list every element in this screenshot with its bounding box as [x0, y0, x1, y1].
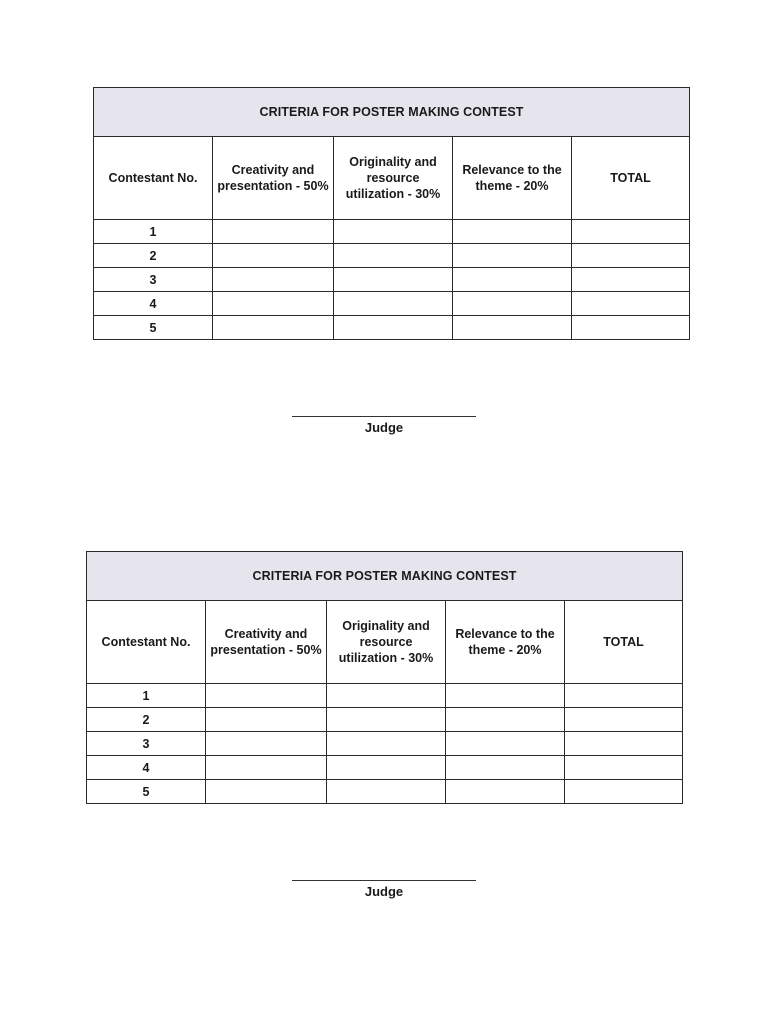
contestant-number: 3 [87, 732, 206, 756]
score-cell-total[interactable] [565, 708, 683, 732]
header-total: TOTAL [565, 601, 683, 684]
table-row [87, 780, 683, 804]
criteria-table [93, 87, 690, 340]
score-cell-creativity[interactable] [213, 268, 334, 292]
score-cell-originality[interactable] [334, 244, 453, 268]
table-title: CRITERIA FOR POSTER MAKING CONTEST [94, 88, 690, 137]
table-row [94, 244, 690, 268]
score-cell-creativity[interactable] [206, 732, 327, 756]
score-cell-total[interactable] [565, 756, 683, 780]
score-cell-relevance[interactable] [453, 244, 572, 268]
score-cell-total[interactable] [565, 732, 683, 756]
score-cell-originality[interactable] [327, 684, 446, 708]
table-row [87, 684, 683, 708]
header-relevance: Relevance to the theme - 20% [446, 601, 565, 684]
header-originality: Originality and resource utilization - 30% [327, 601, 446, 684]
table-row [94, 292, 690, 316]
contestant-number: 3 [94, 268, 213, 292]
score-cell-creativity[interactable] [213, 220, 334, 244]
score-cell-relevance[interactable] [446, 732, 565, 756]
table-row [94, 268, 690, 292]
score-cell-originality[interactable] [334, 220, 453, 244]
score-cell-relevance[interactable] [453, 292, 572, 316]
score-cell-originality[interactable] [327, 780, 446, 804]
signature-line[interactable] [292, 868, 476, 881]
table-row [94, 316, 690, 340]
contestant-number: 4 [94, 292, 213, 316]
score-cell-total[interactable] [572, 316, 690, 340]
score-cell-relevance[interactable] [453, 268, 572, 292]
contestant-number: 5 [94, 316, 213, 340]
contestant-number: 1 [87, 684, 206, 708]
score-cell-originality[interactable] [327, 708, 446, 732]
header-contestant-no: Contestant No. [94, 137, 213, 220]
score-cell-originality[interactable] [327, 732, 446, 756]
header-total: TOTAL [572, 137, 690, 220]
score-cell-creativity[interactable] [213, 292, 334, 316]
contestant-number: 5 [87, 780, 206, 804]
contestant-number: 4 [87, 756, 206, 780]
score-cell-relevance[interactable] [446, 780, 565, 804]
header-relevance: Relevance to the theme - 20% [453, 137, 572, 220]
score-cell-relevance[interactable] [453, 316, 572, 340]
score-cell-creativity[interactable] [206, 708, 327, 732]
score-cell-creativity[interactable] [213, 316, 334, 340]
score-cell-total[interactable] [565, 684, 683, 708]
score-cell-total[interactable] [572, 220, 690, 244]
score-cell-total[interactable] [572, 292, 690, 316]
score-cell-creativity[interactable] [206, 684, 327, 708]
score-cell-originality[interactable] [334, 268, 453, 292]
score-cell-originality[interactable] [327, 756, 446, 780]
contestant-number: 2 [87, 708, 206, 732]
score-cell-relevance[interactable] [446, 756, 565, 780]
criteria-form-1 [93, 87, 690, 340]
score-cell-relevance[interactable] [446, 684, 565, 708]
score-cell-creativity[interactable] [206, 780, 327, 804]
table-row [94, 220, 690, 244]
score-cell-relevance[interactable] [446, 708, 565, 732]
score-cell-originality[interactable] [334, 316, 453, 340]
score-cell-relevance[interactable] [453, 220, 572, 244]
score-cell-total[interactable] [565, 780, 683, 804]
criteria-table [86, 551, 683, 804]
judge-label: Judge [364, 420, 404, 435]
criteria-form-2 [86, 551, 683, 804]
table-row [87, 732, 683, 756]
score-cell-total[interactable] [572, 244, 690, 268]
score-cell-creativity[interactable] [213, 244, 334, 268]
score-cell-total[interactable] [572, 268, 690, 292]
judge-label: Judge [364, 884, 404, 899]
header-creativity: Creativity and presentation - 50% [213, 137, 334, 220]
judge-signature-2 [292, 868, 476, 899]
score-cell-originality[interactable] [334, 292, 453, 316]
judge-signature-1 [292, 404, 476, 435]
contestant-number: 2 [94, 244, 213, 268]
header-originality: Originality and resource utilization - 30% [334, 137, 453, 220]
table-title: CRITERIA FOR POSTER MAKING CONTEST [87, 552, 683, 601]
score-cell-creativity[interactable] [206, 756, 327, 780]
table-row [87, 756, 683, 780]
table-row [87, 708, 683, 732]
contestant-number: 1 [94, 220, 213, 244]
header-contestant-no: Contestant No. [87, 601, 206, 684]
signature-line[interactable] [292, 404, 476, 417]
header-creativity: Creativity and presentation - 50% [206, 601, 327, 684]
